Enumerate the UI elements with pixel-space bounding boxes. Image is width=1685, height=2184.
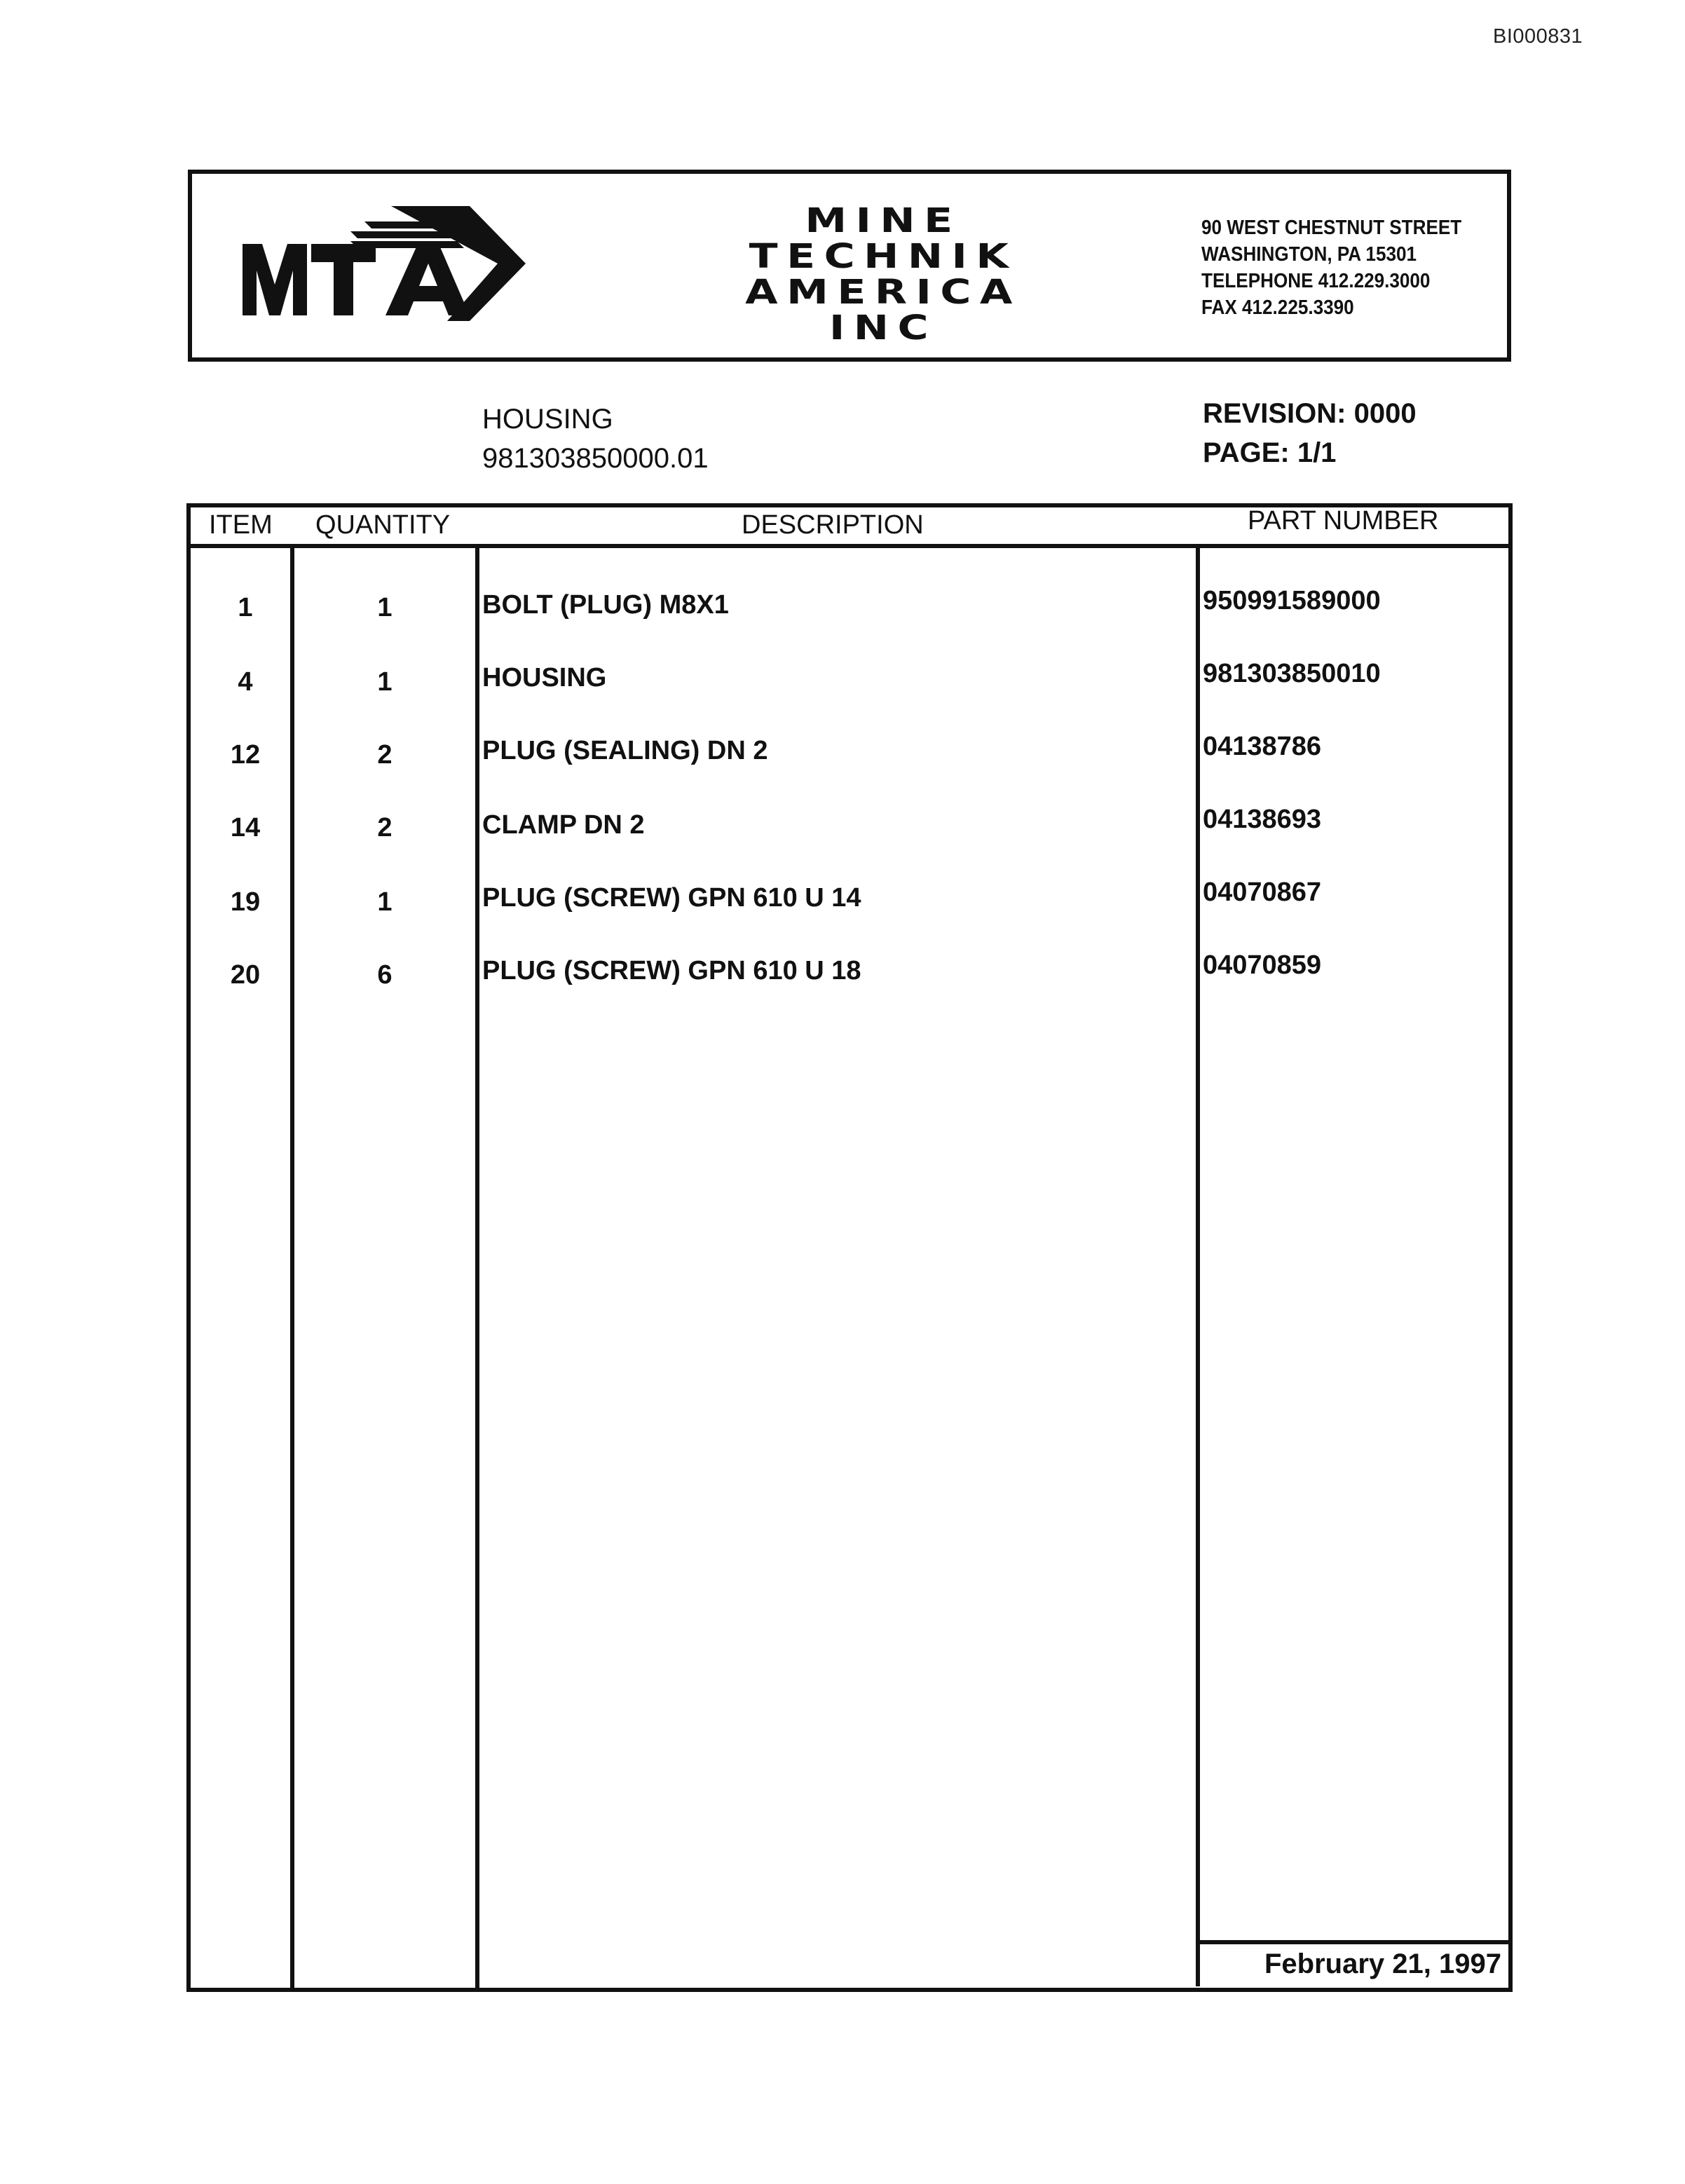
cell-item: 14 bbox=[230, 813, 261, 842]
mta-logo bbox=[238, 200, 533, 327]
cell-quantity: 1 bbox=[377, 887, 393, 917]
address-line: TELEPHONE 412.229.3000 bbox=[1201, 270, 1431, 292]
address-line: WASHINGTON, PA 15301 bbox=[1201, 243, 1417, 266]
cell-description: PLUG (SCREW) GPN 610 U 14 bbox=[482, 883, 861, 913]
cell-quantity: 6 bbox=[377, 960, 393, 990]
cell-item: 19 bbox=[230, 887, 261, 917]
document-date: February 21, 1997 bbox=[1264, 1948, 1501, 1979]
cell-quantity: 2 bbox=[377, 813, 393, 842]
assembly-name: HOUSING bbox=[482, 404, 613, 435]
cell-quantity: 1 bbox=[377, 593, 393, 622]
cell-quantity: 1 bbox=[377, 667, 393, 697]
cell-description: CLAMP DN 2 bbox=[482, 810, 645, 840]
assembly-title bbox=[482, 400, 709, 478]
document-id: BI000831 bbox=[1493, 25, 1583, 48]
address-line: FAX 412.225.3390 bbox=[1201, 296, 1354, 319]
cell-description: PLUG (SCREW) GPN 610 U 18 bbox=[482, 956, 861, 985]
date-box bbox=[1196, 1940, 1508, 1986]
cell-item: 4 bbox=[238, 667, 253, 697]
company-address bbox=[1201, 214, 1461, 321]
header-divider bbox=[186, 544, 1513, 548]
cell-item: 12 bbox=[230, 740, 261, 770]
cell-description: PLUG (SEALING) DN 2 bbox=[482, 736, 768, 765]
cell-description: BOLT (PLUG) M8X1 bbox=[482, 590, 729, 620]
header-item: ITEM bbox=[209, 510, 273, 540]
header-quantity: QUANTITY bbox=[315, 510, 451, 540]
company-line: MINE bbox=[805, 201, 962, 240]
cell-quantity: 2 bbox=[377, 740, 393, 770]
parts-table bbox=[186, 503, 1513, 1992]
cell-part-number: 981303850010 bbox=[1203, 659, 1381, 688]
revision: REVISION: 0000 bbox=[1203, 398, 1417, 429]
company-line: AMERICA bbox=[745, 273, 1021, 312]
cell-item: 1 bbox=[238, 593, 253, 622]
revision-block bbox=[1203, 394, 1417, 472]
cell-description: HOUSING bbox=[482, 663, 607, 692]
header-part-number: PART NUMBER bbox=[1248, 506, 1439, 535]
company-line: INC bbox=[828, 308, 938, 348]
cell-item: 20 bbox=[230, 960, 261, 990]
cell-part-number: 04070859 bbox=[1203, 950, 1322, 980]
address-line: 90 WEST CHESTNUT STREET bbox=[1201, 217, 1462, 239]
page-number: PAGE: 1/1 bbox=[1203, 437, 1337, 468]
column-divider bbox=[290, 548, 294, 1992]
cell-part-number: 04138786 bbox=[1203, 732, 1322, 761]
cell-part-number: 950991589000 bbox=[1203, 586, 1381, 615]
column-divider bbox=[1196, 548, 1200, 1944]
cell-part-number: 04070867 bbox=[1203, 878, 1322, 907]
company-name bbox=[655, 203, 1111, 346]
company-line: TECHNIK bbox=[749, 237, 1018, 276]
cell-part-number: 04138693 bbox=[1203, 805, 1322, 834]
column-divider bbox=[475, 548, 479, 1992]
header-description: DESCRIPTION bbox=[742, 510, 924, 540]
assembly-number: 981303850000.01 bbox=[482, 443, 709, 474]
